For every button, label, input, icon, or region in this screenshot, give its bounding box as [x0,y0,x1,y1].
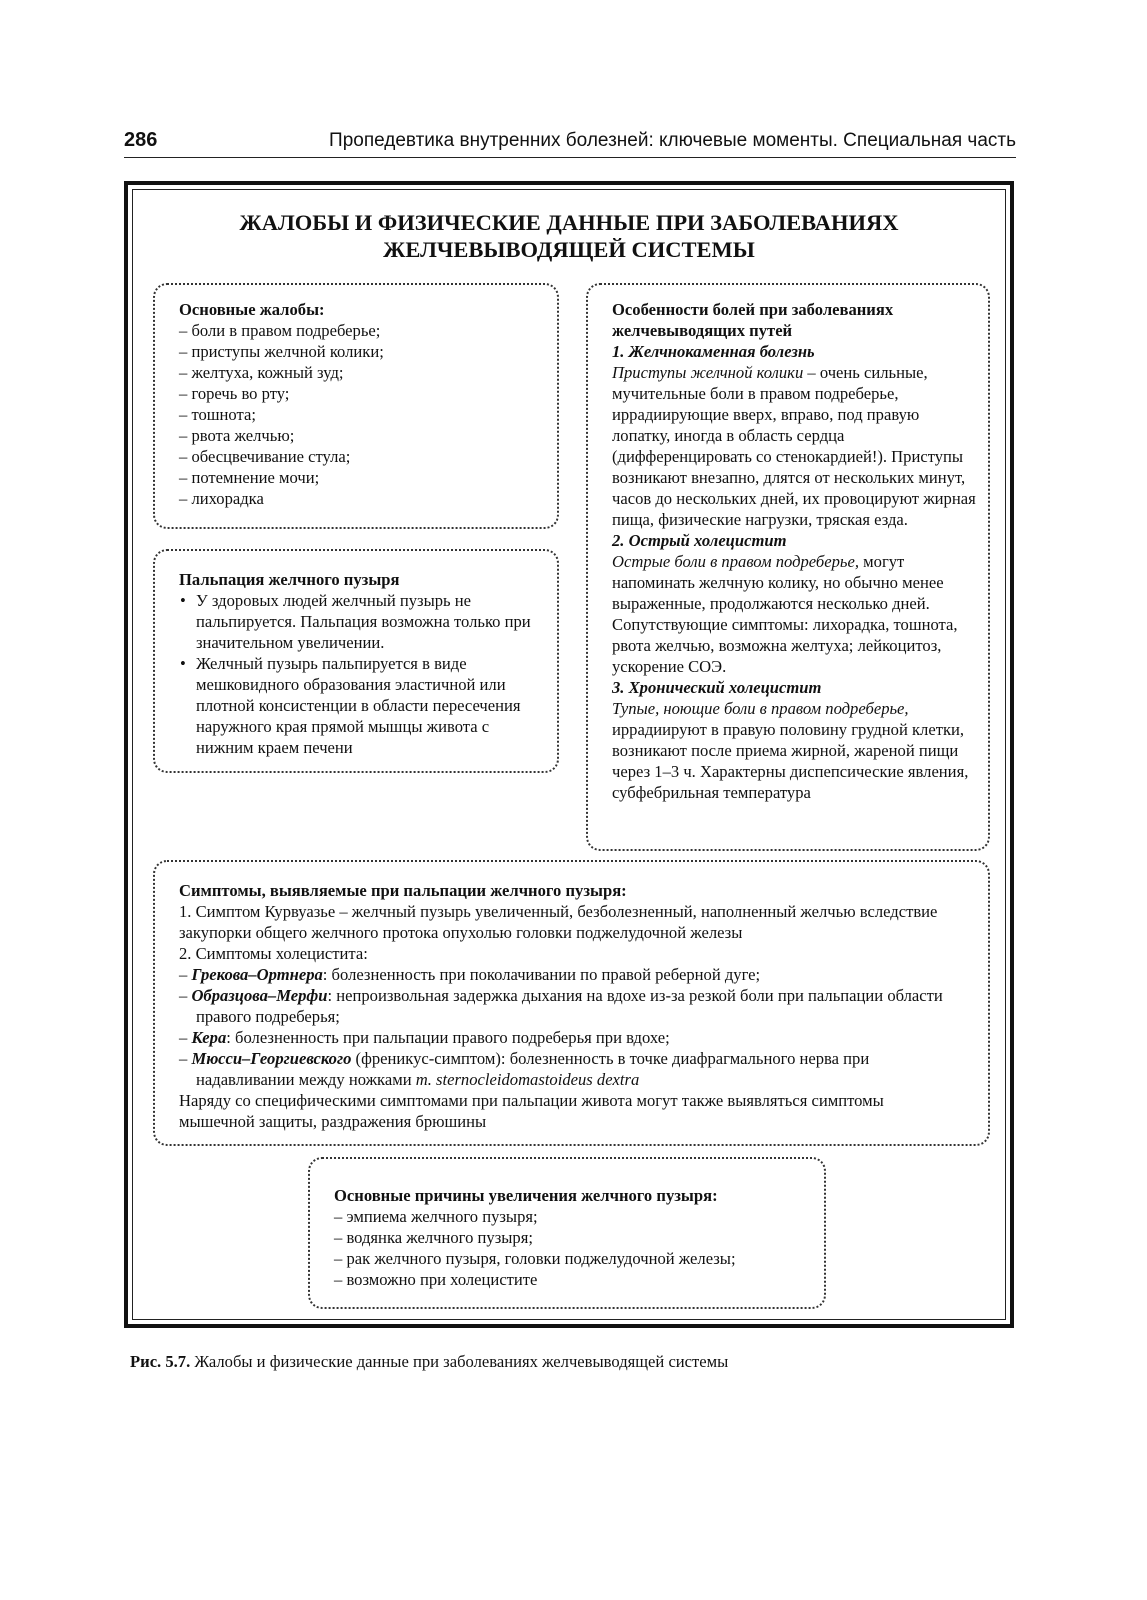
symptom-name: Кера [191,1028,227,1047]
complaint-item: – обесцвечивание стула; [179,447,351,466]
symptom-dash: – [179,965,192,984]
pain-section-chronic-lead: Тупые, ноющие боли в правом подреберье, [612,699,909,718]
cause-item: – возможно при холецистите [334,1270,538,1289]
pain-section-chronic-text: иррадиируют в правую половину грудной клетки, возникают после приема жирной, жареной пищи через 1–3 ч. Характерны диспепсические явления, субфебрильная температура [612,720,969,802]
symptom-name: Грекова–Ортнера [191,965,323,984]
pain-section-acute-title: 2. Острый холецистит [612,531,787,550]
palpation-box [153,549,559,773]
pain-section-gallstone [612,362,978,530]
pain-section-chronic [612,698,978,803]
symptom-name: Образцова–Мерфи [191,986,328,1005]
symptom-dash: – [179,986,192,1005]
palpation-heading: Пальпация желчного пузыря [179,570,400,589]
complaint-item: – потемнение мочи; [179,468,320,487]
symptom-latin: m. sternocleidomastoideus dextra [415,1070,640,1089]
symptom-item [179,1027,960,1048]
symptoms-box [153,860,990,1146]
page-number: 286 [124,129,158,151]
complaint-item: – рвота желчью; [179,426,295,445]
symptom-item [179,964,960,985]
pain-section-acute [612,551,978,677]
figure-title [128,209,1010,263]
page-header [124,125,1016,158]
complaints-list [179,320,547,509]
complaint-item: – тошнота; [179,405,256,424]
figure-caption [130,1352,728,1372]
cause-item: – водянка желчного пузыря; [334,1228,533,1247]
symptoms-closing: Наряду со специфическими симптомами при пальпации живота могут также выявляться симптомы мышечной защиты, раздражения брюшины [179,1091,884,1131]
pain-section-gallstone-text: – очень сильные, мучительные боли в правом подреберье, иррадиирующие вверх, вправо, под правую лопатку, иногда в область сердца (дифференцировать со стенокардией!). Приступы возникают внезапно, длятся от нескольких минут, часов до нескольких дней, их провоцируют жирная пища, физические нагрузки, тряская езда. [612,363,976,529]
pain-section-acute-lead: Острые боли в правом подреберье, [612,552,859,571]
figure-title-line-1: ЖАЛОБЫ И ФИЗИЧЕСКИЕ ДАННЫЕ ПРИ ЗАБОЛЕВАНИЯХ [239,210,899,235]
pain-section-gallstone-title: 1. Желчнокаменная болезнь [612,342,815,361]
symptom-courvoisier: 1. Симптом Курвуазье – желчный пузырь увеличенный, безболезненный, наполненный желчью вследствие закупорки общего желчного протока опухолью головки поджелудочной железы [179,902,938,942]
complaints-box [153,283,559,529]
symptom-dash: – [179,1049,192,1068]
caption-label: Рис. 5.7. [130,1352,191,1371]
palpation-item: • Желчный пузырь пальпируется в виде мешковидного образования эластичной или плотной консистенции в области пересечения наружного края прямой мышцы живота с нижним краем печени [179,653,543,758]
symptom-text: : болезненность при пальпации правого подреберья при вдохе; [226,1028,670,1047]
palpation-item: • У здоровых людей желчный пузырь не пальпируется. Пальпация возможна только при значительном увеличении. [179,590,543,653]
complaint-item: – горечь во рту; [179,384,290,403]
symptom-text: : болезненность при поколачивании по правой реберной дуге; [322,965,761,984]
symptom-dash: – [179,1028,192,1047]
symptom-name: Мюсси–Георгиевского [191,1049,352,1068]
figure-frame [124,181,1014,1328]
symptom-text: : непроизвольная задержка дыхания на вдохе из-за резкой боли при пальпации области правого подреберья; [196,986,943,1026]
pain-section-gallstone-lead: Приступы желчной колики [612,363,804,382]
caption-text: Жалобы и физические данные при заболеваниях желчевыводящей системы [190,1352,729,1371]
pain-section-acute-text: могут напоминать желчную колику, но обычно менее выраженные, продолжаются несколько дней. Сопутствующие симптомы: лихорадка, тошнота, рвота желчью, возможна желтуха; лейкоцитоз, ускорение СОЭ. [612,552,958,676]
cause-item: – эмпиема желчного пузыря; [334,1207,538,1226]
causes-heading: Основные причины увеличения желчного пузыря: [334,1186,718,1205]
causes-list [334,1206,814,1290]
symptom-item [179,985,960,1027]
complaint-item: – приступы желчной колики; [179,342,384,361]
cholecystitis-title: 2. Симптомы холецистита: [179,944,368,963]
complaint-item: – лихорадка [179,489,264,508]
symptom-item [179,1048,960,1090]
palpation-list [179,590,543,758]
figure-title-line-2: ЖЕЛЧЕВЫВОДЯЩЕЙ СИСТЕМЫ [383,237,755,262]
pain-box [586,283,990,851]
complaint-item: – желтуха, кожный зуд; [179,363,344,382]
complaints-heading: Основные жалобы: [179,300,325,319]
pain-section-chronic-title: 3. Хронический холецистит [612,678,822,697]
symptoms-heading: Симптомы, выявляемые при пальпации желчного пузыря: [179,881,627,900]
pain-heading: Особенности болей при заболеваниях желчевыводящих путей [612,300,894,340]
complaint-item: – боли в правом подреберье; [179,321,381,340]
running-title: Пропедевтика внутренних болезней: ключевые моменты. Специальная часть [329,130,1016,151]
symptom-text: (френикус-симптом): болезненность в точке диафрагмального нерва при надавливании между ножками [196,1049,870,1089]
causes-box [308,1157,826,1309]
cause-item: – рак желчного пузыря, головки поджелудочной железы; [334,1249,736,1268]
